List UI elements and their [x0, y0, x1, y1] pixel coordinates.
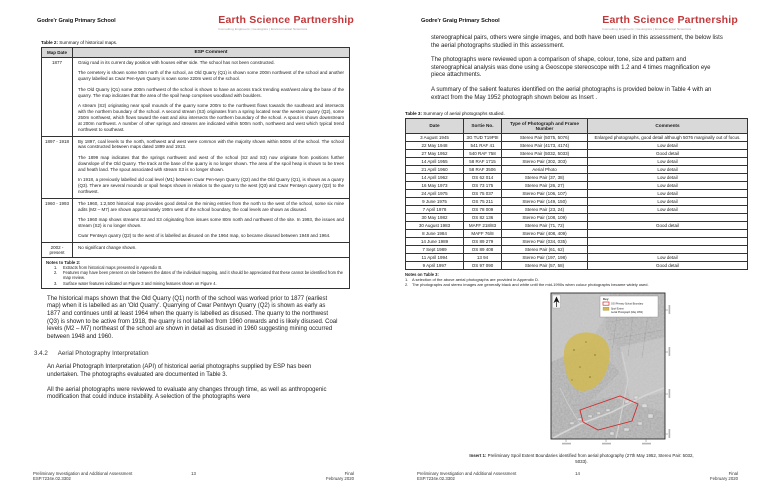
api-intro-paragraph: An Aerial Photograph Interpretation (API) of historical aerial photographs supplied by ESP has been undertaken. The photographs evaluated are documented in Table 3. — [47, 364, 312, 379]
esp-logo-tagline: Consulting Engineers | Geologists | Environmental Scientists — [602, 27, 692, 31]
footer-report-title: Preliminary Investigation and Additional Assessment — [417, 470, 517, 476]
table3-cell-comments: Good detail — [588, 222, 748, 230]
table3-header-row — [406, 119, 748, 134]
footer-status-label: Final — [344, 470, 354, 476]
figure-legend — [600, 296, 658, 317]
esp-logo — [218, 15, 354, 31]
table3-cell-sortie: MAFF 76/8 — [464, 230, 502, 238]
table2-note-text: Surface water features indicated on Figure 3 and mining features shown on Figure 4. — [63, 280, 217, 286]
stereo-pairs-paragraph: stereographical pairs, others were single images, and both have been used in this assessment, the below lists the aerial photographs studied in this assessment. — [431, 35, 723, 49]
table2-cell-esp-comment — [73, 198, 350, 243]
table2-comment-paragraph: Cwar Pentwyn quarry (Q2) to the west of is labelled as disused on the 1964 map, so became disused between 1948 and 1964. — [78, 233, 331, 239]
table3-cell-sortie: OS 89 408 — [464, 246, 502, 254]
table3-row — [406, 262, 748, 270]
table2-notes-row — [42, 258, 350, 289]
table3-cell-type: Stereo Pair (408, 409) — [502, 230, 588, 238]
table3-cell-sortie: OS 89 279 — [464, 238, 502, 246]
table2-header-map-date: Map Date — [42, 48, 73, 58]
section-heading-3-4-2 — [34, 350, 352, 357]
document-title: Godre'r Graig Primary School — [421, 18, 500, 24]
page-header-right — [384, 0, 768, 31]
table3-cell-comments: Low detail — [588, 206, 748, 214]
table3-cell-comments: Good detail — [588, 262, 748, 270]
table3-cell-date: 14 June 1989 — [406, 238, 464, 246]
page-footer-right — [417, 471, 738, 482]
table3-cell-date: 27 May 1952 — [406, 150, 464, 158]
table3-notes-title: Notes on Table 3: — [405, 272, 439, 278]
table3-caption-label: Table 3: — [405, 111, 423, 117]
table3-note-text: A selection of the above aerial photographs are provided in Appendix D. — [412, 277, 539, 283]
table3-cell-sortie: MAFF 218/83 — [464, 222, 502, 230]
table2-cell-esp-comment — [73, 58, 350, 137]
section-title: Aerial Photography Interpretation — [57, 350, 149, 358]
table3-cell-comments: Low detail — [588, 190, 748, 198]
table2-cell-map-date: 1877 — [42, 58, 73, 137]
table3-cell-sortie: OS 82 136 — [464, 214, 502, 222]
table3-row — [406, 214, 748, 222]
table3-row — [406, 238, 748, 246]
table2-row — [42, 136, 350, 198]
table3-header-sortie: Sortie No. — [464, 119, 502, 134]
table3-cell-comments: Good detail — [588, 150, 748, 158]
table3-note — [405, 282, 750, 287]
review-method-paragraph: The photographs were reviewed upon a comparison of shape, colour, tone, size and pattern and stereographical analysis was done using a Geoscope stereoscope with 1.2 and 4 times magnification eye piece attachments. — [431, 57, 711, 79]
document-title: Godre'r Graig Primary School — [37, 18, 116, 24]
table3-cell-sortie: OS 73 175 — [464, 182, 502, 190]
esp-logo-wordmark: Earth Science Partnership — [602, 14, 738, 26]
table3-cell-date: 22 May 1948 — [406, 142, 464, 150]
table3-cell-comments — [588, 214, 748, 222]
table2-caption-text: Summary of historical maps. — [58, 40, 118, 45]
table3-cell-date: 14 April 1955 — [406, 158, 464, 166]
table3-cell-comments: Enlarged photographs, good detail although 5076 marginally out of focus. — [588, 134, 748, 142]
table3-cell-date: 24 April 1975 — [406, 190, 464, 198]
table2-row — [42, 198, 350, 243]
footer-report-title: Preliminary Investigation and Additional Assessment — [33, 470, 133, 476]
table3-cell-type: Stereo Pair (034, 035) — [502, 238, 588, 246]
table2-comment-paragraphs — [78, 60, 344, 133]
page-footer-left — [33, 471, 354, 482]
table3-cell-date: 3 August 1945 — [406, 134, 464, 142]
api-review-paragraph: All the aerial photographs were reviewed to evaluate any changes through time, as well as anthropogenic modification that could induce instability. A selection of the photographs were — [47, 386, 327, 401]
historical-maps-summary-paragraph: The historical maps shown that the Old Quarry (Q1) north of the school was worked prior to 1877 (earliest map) when it is labelled as an 'Old Quarry'. Quarrying of Cwar Pentwyn Quarry (Q2) is shown as early as 1877 and continues until at least 1964 when the quarry is labelled as disused. The quarry to the northwest (Q3) is shown to be active from 1918, the quarry is not labelled from 1960 onwards and is likely disused. Coal levels (M2 – M7) northeast of the school are shown in detail as disused in 1960 suggesting mining occurred between 1948 and 1960. — [47, 295, 338, 340]
table3-row — [406, 134, 748, 142]
table3-cell-sortie: OS 62 014 — [464, 174, 502, 182]
legend-spoil-label-1: Spoil Extent — [610, 308, 624, 312]
table2-cell-map-date: 1897 - 1918 — [42, 136, 73, 198]
table3-cell-date: 7 Sept 1989 — [406, 246, 464, 254]
table2-comment-paragraph: The cemetery is shown some 50m north of the school, an Old Quarry (Q1) is shown some 200m northwest of the school and another quarry labelled as Cwar Pen-tywn Quarry is sown some 220m west of the school. — [78, 70, 344, 82]
table3-cell-date: 16 May 1973 — [406, 182, 464, 190]
table2-notes-list — [46, 265, 345, 286]
table2-header-esp-comment: ESP Comment — [73, 48, 350, 58]
table3-row — [406, 158, 748, 166]
table3-cell-date: 30 August 1983 — [406, 222, 464, 230]
table3-cell-type: Stereo Pair (106, 107) — [502, 190, 588, 198]
table3-caption — [405, 111, 736, 116]
table3-notes — [405, 272, 750, 287]
page14-content — [384, 35, 768, 465]
table2-comment-paragraphs — [78, 201, 344, 240]
salient-features-paragraph: A summary of the salient features identified on the aerial photographs is provided below in Table 4 with an extract from the May 1952 photograph shown below as Insert . — [431, 86, 712, 101]
table2-note — [54, 270, 345, 280]
table3-cell-sortie: OS 75 037 — [464, 190, 502, 198]
esp-logo-wordmark: Earth Science Partnership — [218, 14, 354, 26]
legend-boundary-label: GGI Primary School Boundary — [610, 303, 643, 307]
table3-cell-sortie: 13 94 — [464, 254, 502, 262]
table3-row — [406, 142, 748, 150]
table3-header-comments: Comments — [588, 119, 748, 134]
table3-aerial-photographs — [405, 118, 748, 270]
table3-header-type: Type of Photograph and Frame Number — [502, 119, 588, 134]
page-14 — [384, 0, 768, 498]
table2-comment-paragraphs — [78, 139, 344, 195]
footer-report-info — [33, 471, 174, 482]
table3-cell-type: Stereo Pair (149, 150) — [502, 198, 588, 206]
table2-notes — [42, 258, 350, 289]
table3-cell-comments: Low detail — [588, 142, 748, 150]
table3-cell-comments: Low detail — [588, 198, 748, 206]
table2-historical-maps — [41, 47, 350, 289]
table2-note-number: 2. — [54, 270, 58, 276]
table3-cell-date: 30 May 1982 — [406, 214, 464, 222]
north-arrow-icon — [552, 295, 560, 308]
footer-status — [598, 471, 739, 482]
page-number: 13 — [191, 470, 196, 476]
footer-status-label: Final — [728, 470, 738, 476]
table3-row — [406, 230, 748, 238]
table2-row — [42, 243, 350, 258]
table3-notes-list — [405, 277, 750, 287]
insert1-caption-text: Preliminary Spoil Extent Boundaries identified from aerial photography (27th May 1952, Stereo Pair: 5032, 5033). — [486, 453, 694, 464]
table3-note-number: 2. — [405, 282, 409, 288]
footer-status — [214, 471, 355, 482]
table2-note-number: 1. — [54, 265, 58, 271]
table2-row — [42, 58, 350, 137]
insert1-caption-label: Insert 1: — [469, 453, 487, 459]
table2-comment-paragraph: In 1918, a previously labelled old coal level (M1) between Cwar Pen-twyn Quarry (Q2) and the Old Quarry (Q1), is shown as a quarry (Q3). There are several mounds or spoil heaps shown in relation to the quarry to the west (Q3) and Cwar Pentwyn quarry (Q2) to the northwest. — [78, 177, 344, 194]
page-header-left — [0, 0, 384, 31]
table3-cell-type: Stereo Pair (197, 198) — [502, 254, 588, 262]
table3-cell-date: 14 April 1962 — [406, 174, 464, 182]
table3-cell-comments: Low detail — [588, 182, 748, 190]
section-number: 3.4.2 — [34, 350, 48, 358]
table2-note-text: Features may have been present on site between the dates of the individual mapping, and it should be appreciated that these cannot be identified from the map review. — [63, 270, 343, 281]
table3-cell-date: 11 April 1994 — [406, 254, 464, 262]
table3-cell-sortie: 541 RAF 41 — [464, 142, 502, 150]
page13-content — [0, 40, 384, 402]
table2-comment-paragraph: A stream (S2) originating near spoil mounds of the quarry some 200m to the northwest flows towards the southeast and intersects with the northern boundary of the school. A second stream (S3) originates from a spring located near the western quarry (Q2), some 250m northwest, which flows toward the east and also intersects the northern boundary of the school. A spout is shown downstream at 200m northwest. A number of other springs and streams are indicated within 500m north, northwest and west which typical trend northwest to southeast. — [78, 103, 344, 132]
table3-cell-sortie: OS 78 009 — [464, 206, 502, 214]
table3-row — [406, 182, 748, 190]
table3-cell-sortie: 58 RAF 1715 — [464, 158, 502, 166]
table3-cell-type: Stereo Pair (302, 303) — [502, 158, 588, 166]
table3-row — [406, 254, 748, 262]
footer-date: February 2020 — [710, 476, 738, 482]
esp-logo-tagline: Consulting Engineers | Geologists | Environmental Scientists — [218, 27, 308, 31]
table3-cell-date: 9 June 1975 — [406, 198, 464, 206]
table3-cell-type: Stereo Pair (57, 58) — [502, 262, 588, 270]
table3-cell-type: Stereo Pair (71, 72) — [502, 222, 588, 230]
table3-cell-type: Stereo Pair (61, 62) — [502, 246, 588, 254]
table3-cell-type: Stereo Pair (4173, 4174) — [502, 142, 588, 150]
table3-cell-comments: Low detail — [588, 254, 748, 262]
table3-cell-date: 21 April 1960 — [406, 166, 464, 174]
legend-spoil-swatch — [603, 308, 609, 311]
table3-cell-comments: Low detail — [588, 174, 748, 182]
table3-row — [406, 246, 748, 254]
table3-cell-type: Stereo Pair (108, 109) — [502, 214, 588, 222]
aerial-photograph-1952 — [550, 292, 674, 446]
table2-comment-paragraph: The 1960, 1:2,500 historical map provides good detail on the mining entries from the north to the west of the school, some six mine adits (M2 – M7) are shown approximately 190m west of the school boundary, the coal levels are shown as disused. — [78, 200, 344, 212]
table2-cell-map-date: 1960 - 1993 — [42, 198, 73, 243]
table2-caption — [41, 40, 352, 45]
table3-note-number: 1. — [405, 277, 409, 283]
table3-cell-type: Stereo Pair (37, 38) — [502, 174, 588, 182]
table2-comment-paragraph: The Old Quarry (Q1) some 200m northwest of the school is shown to have an access track trending east/west along the base of the quarry. The map indicates that the area of the spoil heap comprises woodland with boulders. — [78, 86, 344, 98]
table3-cell-sortie: 58 RAF 3506 — [464, 166, 502, 174]
table2-comment-paragraphs — [78, 245, 344, 251]
table3-cell-sortie: 540 RAF 758 — [464, 150, 502, 158]
table3-row — [406, 166, 748, 174]
table3-cell-type: Stereo Pair (23, 24) — [502, 206, 588, 214]
table2-note-number: 3. — [54, 280, 58, 286]
table3-cell-comments — [588, 230, 748, 238]
table3-row — [406, 150, 748, 158]
table3-row — [406, 190, 748, 198]
table3-row — [406, 222, 748, 230]
table3-note-text: The photographs and stereo images are generally black and white until the mid-1990s when colour photographs became widely used. — [412, 282, 649, 288]
footer-date: February 2020 — [326, 476, 354, 482]
table3-cell-comments: Low detail — [588, 158, 748, 166]
table3-row — [406, 174, 748, 182]
table3-cell-sortie: OS 75 211 — [464, 198, 502, 206]
table3-row — [406, 198, 748, 206]
table2-cell-esp-comment — [73, 243, 350, 258]
table3-cell-type: Stereo Pair (5075, 5076) — [502, 134, 588, 142]
table3-cell-type: Stereo Pair (26, 27) — [502, 182, 588, 190]
insert1-caption — [467, 453, 697, 464]
table3-cell-comments: Low detail — [588, 166, 748, 174]
legend-spoil-label-2: Aerial Photograph (May 1952) — [610, 311, 643, 315]
table2-comment-paragraph: By 1897, coal levels to the north, northwest and west were common with the majority shown within 500m of the school. The school was constructed between maps dated 1899 and 1913. — [78, 138, 344, 150]
table2-note-text: Extracts from historical maps presented in Appendix B. — [63, 265, 163, 271]
table3-row — [406, 206, 748, 214]
table2-comment-paragraph: The 1960 map shows streams S2 and S3 originating from issues some 80m north and northwest of the site. In 1993, the issues and stream (S2) is no longer shown. — [78, 217, 344, 229]
table3-cell-date: 8 June 1984 — [406, 230, 464, 238]
table3-cell-date: 9 April 1997 — [406, 262, 464, 270]
table2-cell-map-date: 2002 - present — [42, 243, 73, 258]
page-number: 14 — [575, 470, 580, 476]
table3-cell-comments — [588, 238, 748, 246]
table3-cell-comments — [588, 246, 748, 254]
table2-note — [54, 281, 345, 286]
legend-boundary-swatch — [603, 302, 609, 305]
legend-title: Key — [602, 297, 609, 302]
footer-report-ref: ESP.7234e.02.3302 — [417, 476, 455, 482]
table3-cell-date: 7 April 1978 — [406, 206, 464, 214]
table2-caption-label: Table 2: — [41, 40, 59, 45]
table2-header-row — [42, 48, 350, 58]
table2-cell-esp-comment — [73, 136, 350, 198]
table2-comment-paragraph: No significant change shown. — [78, 245, 137, 251]
table2-comment-paragraph: Graig road in its current day position with houses either side. The school has not been constructed. — [78, 60, 275, 65]
table3-cell-type: Stereo Pair (5032, 5033) — [502, 150, 588, 158]
insert1-figure — [427, 292, 736, 464]
table3-caption-text: Summary of aerial photographs studied. — [422, 111, 505, 117]
table3-cell-sortie: 3G TUD T19PtII — [464, 134, 502, 142]
esp-logo — [602, 15, 738, 31]
footer-report-info — [417, 471, 558, 482]
footer-report-ref: ESP.7234e.02.3302 — [33, 476, 71, 482]
table3-cell-sortie: OS 97 090 — [464, 262, 502, 270]
table2-comment-paragraph: The 1899 map indicates that the springs northwest and west of the school (S2 and S3) now originate from positions further downslope of the Old Quarry. The track at the base of the quarry is no longer shown. The area of the spoil heap is shown to be trees and heath land. The spout associated with stream S3 is no longer shown. — [78, 154, 344, 172]
table2-notes-title: Notes to Table 2: — [46, 259, 81, 265]
table3-cell-type: Aerial Photo — [502, 166, 588, 174]
table3-header-date: Date — [406, 119, 464, 134]
